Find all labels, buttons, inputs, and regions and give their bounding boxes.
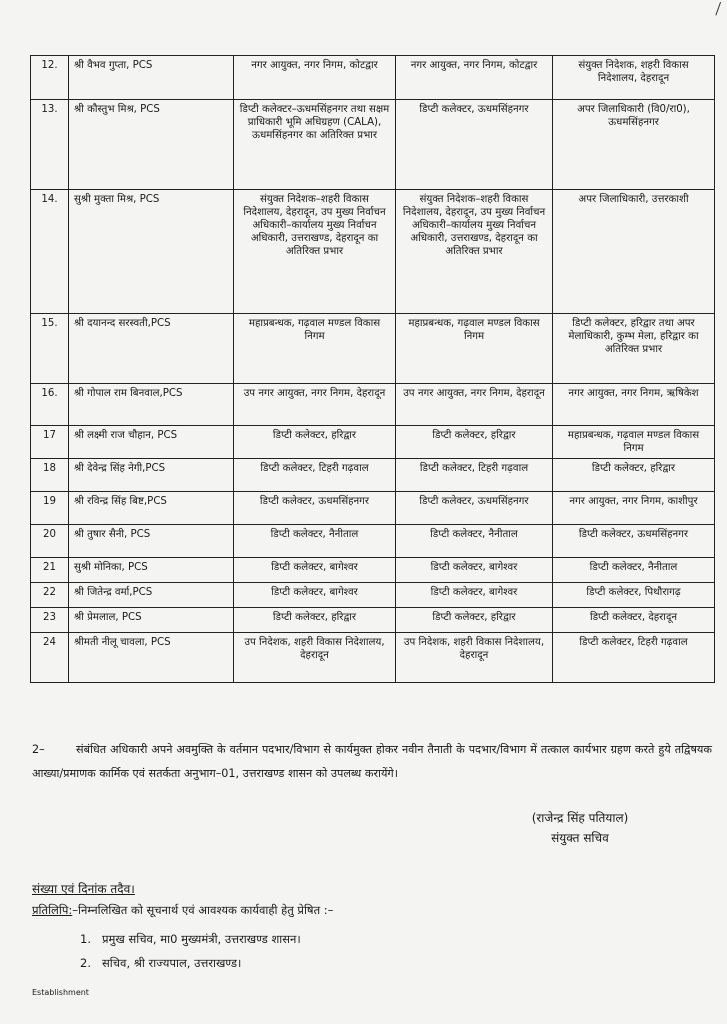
serial-number-cell: 21	[31, 558, 69, 583]
relieved-post-cell: उप नगर आयुक्त, नगर निगम, देहरादून	[396, 384, 553, 426]
new-post-cell: डिप्टी कलेक्टर, देहरादून	[553, 608, 715, 633]
copy-label: प्रतिलिपि:	[32, 903, 73, 917]
current-post-cell: डिप्टी कलेक्टर, नैनीताल	[234, 525, 396, 558]
serial-number-cell: 22	[31, 583, 69, 608]
officer-name-cell: श्री जितेन्द्र वर्मा,PCS	[69, 583, 234, 608]
officer-name-cell: श्री देवेन्द्र सिंह नेगी,PCS	[69, 459, 234, 492]
signatory-name: (राजेन्द्र सिंह पतियाल)	[531, 811, 629, 825]
serial-number-cell: 15.	[31, 314, 69, 384]
copy-recipients	[80, 927, 301, 975]
current-post-cell: डिप्टी कलेक्टर, हरिद्वार	[234, 608, 396, 633]
number-date-line: संख्या एवं दिनांक तदैव।	[32, 882, 135, 896]
table-row	[31, 384, 715, 426]
current-post-cell: डिप्टी कलेक्टर, टिहरी गढ़वाल	[234, 459, 396, 492]
new-post-cell: डिप्टी कलेक्टर, टिहरी गढ़वाल	[553, 633, 715, 683]
current-post-cell: नगर आयुक्त, नगर निगम, कोटद्वार	[234, 56, 396, 100]
current-post-cell: डिप्टी कलेक्टर, ऊधमसिंहनगर	[234, 492, 396, 525]
officer-name-cell: श्री लक्ष्मी राज चौहान, PCS	[69, 426, 234, 459]
officer-name-cell: श्री कौस्तुभ मिश्र, PCS	[69, 100, 234, 190]
relieved-post-cell: डिप्टी कलेक्टर, टिहरी गढ़वाल	[396, 459, 553, 492]
list-item: 1. प्रमुख सचिव, मा0 मुख्यमंत्री, उत्तराखण्ड शासन।	[80, 932, 301, 946]
relieved-post-cell: संयुक्त निदेशक–शहरी विकास निदेशालय, देहरादून, उप मुख्य निर्वाचन अधिकारी–कार्यालय मुख्य निर्वाचन अधिकारी, उत्तराखण्ड, देहरादून का अतिरिक्त प्रभार	[396, 190, 553, 314]
current-post-cell: डिप्टी कलेक्टर–ऊधमसिंहनगर तथा सक्षम प्राधिकारी भूमि अधिग्रहण (CALA), ऊधमसिंहनगर का अतिरिक्त प्रभार	[234, 100, 396, 190]
new-post-cell: डिप्टी कलेक्टर, पिथौरागढ़	[553, 583, 715, 608]
new-post-cell: अपर जिलाधिकारी, उत्तरकाशी	[553, 190, 715, 314]
serial-number-cell: 24	[31, 633, 69, 683]
serial-number-cell: 14.	[31, 190, 69, 314]
current-post-cell: डिप्टी कलेक्टर, बागेश्वर	[234, 583, 396, 608]
table-row	[31, 633, 715, 683]
serial-number-cell: 18	[31, 459, 69, 492]
new-post-cell: डिप्टी कलेक्टर, नैनीताल	[553, 558, 715, 583]
instruction-paragraph	[32, 738, 712, 786]
copy-to-line	[32, 903, 333, 918]
current-post-cell: डिप्टी कलेक्टर, बागेश्वर	[234, 558, 396, 583]
signatory-designation: संयुक्त सचिव	[551, 831, 609, 845]
paragraph-text: संबंधित अधिकारी अपने अवमुक्ति के वर्तमान पदभार/विभाग से कार्यमुक्त होकर नवीन तैनाती के पदभार/विभाग में तत्काल कार्यभार ग्रहण करते हुये तद्विषयक आख्या/प्रमाणक कार्मिक एवं सतर्कता अनुभाग–01, उत्तराखण्ड शासन को उपलब्ध करायेंगे।	[32, 743, 712, 780]
new-post-cell: संयुक्त निदेशक, शहरी विकास निदेशालय, देहरादून	[553, 56, 715, 100]
officer-name-cell: श्री वैभव गुप्ता, PCS	[69, 56, 234, 100]
officer-name-cell: श्री रविन्द्र सिंह बिष्ट,PCS	[69, 492, 234, 525]
footer-tag: Establishment	[32, 988, 89, 997]
serial-number-cell: 12.	[31, 56, 69, 100]
current-post-cell: महाप्रबन्धक, गढ़वाल मण्डल विकास निगम	[234, 314, 396, 384]
table-row	[31, 56, 715, 100]
relieved-post-cell: डिप्टी कलेक्टर, ऊधमसिंहनगर	[396, 492, 553, 525]
serial-number-cell: 13.	[31, 100, 69, 190]
copy-text: –निम्नलिखित को सूचनार्थ एवं आवश्यक कार्यवाही हेतु प्रेषित :–	[72, 903, 334, 917]
new-post-cell: नगर आयुक्त, नगर निगम, ऋषिकेश	[553, 384, 715, 426]
current-post-cell: उप निदेशक, शहरी विकास निदेशालय, देहरादून	[234, 633, 396, 683]
serial-number-cell: 16.	[31, 384, 69, 426]
relieved-post-cell: डिप्टी कलेक्टर, बागेश्वर	[396, 558, 553, 583]
officer-name-cell: श्री गोपाल राम बिनवाल,PCS	[69, 384, 234, 426]
serial-number-cell: 20	[31, 525, 69, 558]
table-row	[31, 100, 715, 190]
officer-name-cell: श्रीमती नीलू चावला, PCS	[69, 633, 234, 683]
officer-name-cell: श्री तुषार सैनी, PCS	[69, 525, 234, 558]
posting-table	[30, 55, 715, 683]
officer-name-cell: श्री दयानन्द सरस्वती,PCS	[69, 314, 234, 384]
table-row	[31, 314, 715, 384]
table-row	[31, 459, 715, 492]
table-row	[31, 583, 715, 608]
pen-mark	[706, 0, 721, 15]
new-post-cell: डिप्टी कलेक्टर, हरिद्वार तथा अपर मेलाधिकारी, कुम्भ मेला, हरिद्वार का अतिरिक्त प्रभार	[553, 314, 715, 384]
officer-name-cell: सुश्री मुक्ता मिश्र, PCS	[69, 190, 234, 314]
paragraph-number: 2–	[32, 743, 45, 756]
relieved-post-cell: उप निदेशक, शहरी विकास निदेशालय, देहरादून	[396, 633, 553, 683]
relieved-post-cell: डिप्टी कलेक्टर, हरिद्वार	[396, 608, 553, 633]
relieved-post-cell: डिप्टी कलेक्टर, नैनीताल	[396, 525, 553, 558]
relieved-post-cell: डिप्टी कलेक्टर, बागेश्वर	[396, 583, 553, 608]
relieved-post-cell: डिप्टी कलेक्टर, ऊधमसिंहनगर	[396, 100, 553, 190]
table-row	[31, 558, 715, 583]
new-post-cell: महाप्रबन्धक, गढ़वाल मण्डल विकास निगम	[553, 426, 715, 459]
current-post-cell: डिप्टी कलेक्टर, हरिद्वार	[234, 426, 396, 459]
new-post-cell: डिप्टी कलेक्टर, हरिद्वार	[553, 459, 715, 492]
current-post-cell: संयुक्त निदेशक–शहरी विकास निदेशालय, देहरादून, उप मुख्य निर्वाचन अधिकारी–कार्यालय मुख्य निर्वाचन अधिकारी, उत्तराखण्ड, देहरादून का अतिरिक्त प्रभार	[234, 190, 396, 314]
table-row	[31, 608, 715, 633]
table-row	[31, 525, 715, 558]
relieved-post-cell: नगर आयुक्त, नगर निगम, कोटद्वार	[396, 56, 553, 100]
table-row	[31, 426, 715, 459]
serial-number-cell: 23	[31, 608, 69, 633]
serial-number-cell: 17	[31, 426, 69, 459]
relieved-post-cell: डिप्टी कलेक्टर, हरिद्वार	[396, 426, 553, 459]
new-post-cell: नगर आयुक्त, नगर निगम, काशीपुर	[553, 492, 715, 525]
serial-number-cell: 19	[31, 492, 69, 525]
relieved-post-cell: महाप्रबन्धक, गढ़वाल मण्डल विकास निगम	[396, 314, 553, 384]
table-row	[31, 492, 715, 525]
new-post-cell: अपर जिलाधिकारी (वि0/रा0), ऊधमसिंहनगर	[553, 100, 715, 190]
officer-name-cell: सुश्री मोनिका, PCS	[69, 558, 234, 583]
new-post-cell: डिप्टी कलेक्टर, ऊधमसिंहनगर	[553, 525, 715, 558]
current-post-cell: उप नगर आयुक्त, नगर निगम, देहरादून	[234, 384, 396, 426]
officer-name-cell: श्री प्रेमलाल, PCS	[69, 608, 234, 633]
list-item: 2. सचिव, श्री राज्यपाल, उत्तराखण्ड।	[80, 956, 242, 970]
signature-block	[500, 808, 660, 848]
table-row	[31, 190, 715, 314]
